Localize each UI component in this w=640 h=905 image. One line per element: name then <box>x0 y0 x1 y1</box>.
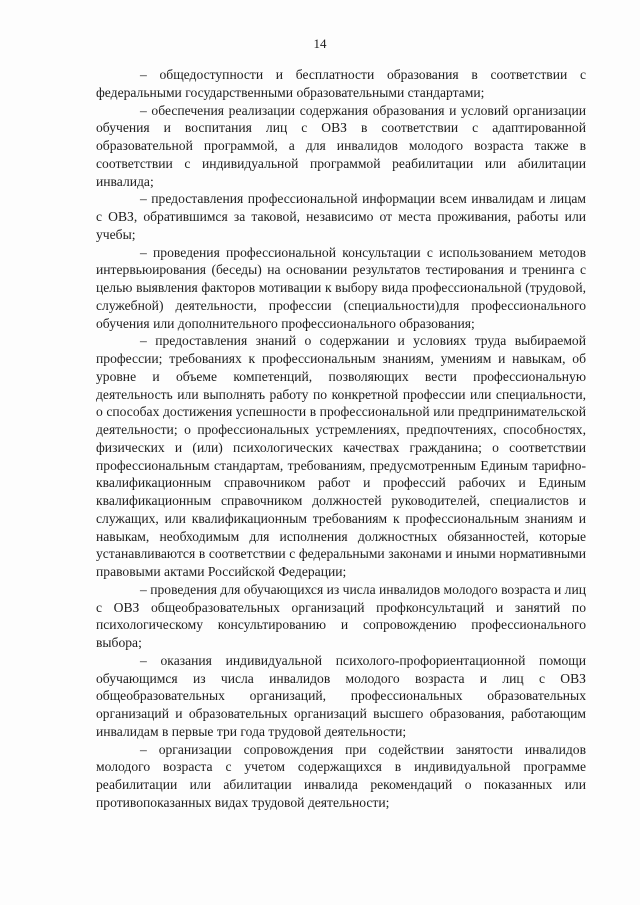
page-number: 14 <box>313 36 327 51</box>
paragraph-education-content: – обеспечения реализации содержания образования и условий организации обучения и воспитания лиц с ОВЗ в соответствии с адаптированной образовательной программой, а для инвалидов молодого возраста также в соответствии с индивидуальной программой реабилитации или абилитации инвалида; <box>96 102 586 189</box>
paragraph-professional-information: – предоставления профессиональной информации всем инвалидам и лицам с ОВЗ, обратившимся за таковой, независимо от места проживания, работы или учебы; <box>96 191 586 242</box>
paragraph-employment-support: – организации сопровождения при содействии занятости инвалидов молодого возраста с учетом содержащихся в индивидуальной программе реабилитации или абилитации инвалида рекомендаций о показанных или противопоказанных видах трудовой деятельности; <box>96 741 586 810</box>
document-body <box>96 66 586 812</box>
paragraph-knowledge-provision: – предоставления знаний о содержании и условиях труда выбираемой профессии; требованиях к профессиональным знаниям, умениям и навыкам, об уровне и объеме компетенций, позволяющих вести профессиональную деятельность или выполнять работу по конкретной профессии или специальности, о способах достижения успешности в профессиональной или предпринимательской деятельности; о профессиональных устремлениях, предпочтениях, способностях, физических и (или) психологических качествах гражданина; о соответствии профессиональным стандартам, требованиям, предусмотренным Единым тарифно-квалификационным справочником работ и профессий рабочих и Единым квалификационным справочником должностей руководителей, специалистов и служащих, или квалификационным требованиям к профессиональным знаниям и навыкам, необходимым для исполнения должностных обязанностей, которые устанавливаются в соответствии с федеральными законами и иными нормативными правовыми актами Российской Федерации; <box>96 333 586 579</box>
paragraph-individual-assistance: – оказания индивидуальной психолого-профориентационной помощи обучающимся из числа инвалидов молодого возраста и лиц с ОВЗ общеобразовательных организаций, профессиональных образовательных организаций и образовательных организаций высшего образования, работающим инвалидам в первые три года трудовой деятельности; <box>96 652 586 739</box>
paragraph-general-access: – общедоступности и бесплатности образования в соответствии с федеральными государственными образовательными стандартами; <box>96 67 586 100</box>
paragraph-student-consultations: – проведения для обучающихся из числа инвалидов молодого возраста и лиц с ОВЗ общеобразовательных организаций профконсультаций и занятий по психологическому консультированию и сопровождению профессионального выбора; <box>96 581 586 650</box>
paragraph-professional-consultation: – проведения профессиональной консультации с использованием методов интервьюирования (беседы) на основании результатов тестирования и тренинга с целью выявления факторов мотивации к выбору вида профессиональной (трудовой, служебной) деятельности, профессии (специальности)для профессионального обучения или дополнительного профессионального образования; <box>96 244 586 331</box>
